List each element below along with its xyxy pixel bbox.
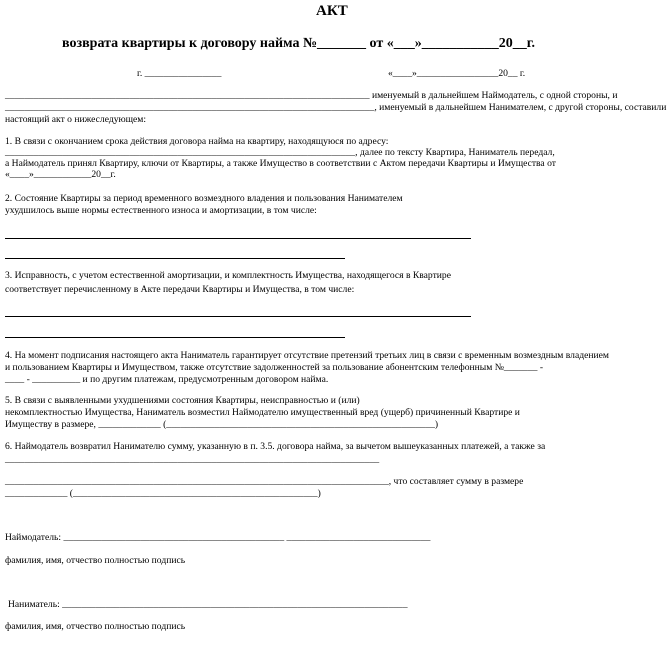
tenant-signature-line: Наниматель: ________________________________________________________________________ xyxy=(8,599,408,610)
section-5-line-1: 5. В связи с выявленными ухудшениями состояния Квартиры, неисправностью и (или) xyxy=(5,395,360,406)
section-1-line-1: 1. В связи с окончанием срока действия договора найма на квартиру, находящуюся по адресу: xyxy=(5,136,389,147)
section-3-blank-line-2 xyxy=(5,337,345,338)
section-5-line-2: некомплектностью Имущества, Наниматель возместил Наймодателю имущественный вред (ущерб) причиненный Квартире и xyxy=(5,407,520,418)
section-4-line-2: и пользованием Квартиры и Имуществом, также отсутствие задолженностей за пользование абонентским телефонным №_______ - xyxy=(5,362,544,373)
section-4-line-3: ____ - __________ и по другим платежам, предусмотренным договором найма. xyxy=(5,374,329,385)
section-6-line-3: ________________________________________________________________________________, что составляет сумму в размере xyxy=(5,476,524,487)
parties-line-3: настоящий акт о нижеследующем: xyxy=(5,114,147,125)
date-field: «____»_________________20__ г. xyxy=(388,68,526,79)
city-field: г. ________________ xyxy=(137,68,222,79)
parties-line-1: ____________________________________________________________________________ именуемый в дальнейшем Наймодатель, с одной стороны, и xyxy=(5,90,618,101)
section-6-line-2: ______________________________________________________________________________ xyxy=(5,454,380,465)
section-3-blank-line-1 xyxy=(5,316,471,317)
section-1-line-4: «____»____________20__г. xyxy=(5,169,116,180)
section-1-line-3: а Наймодатель принял Квартиру, ключи от Квартиры, а также Имущество в соответствии с Актом передачи Квартиры и Имущества от xyxy=(5,158,556,169)
section-3-line-1: 3. Исправность, с учетом естественной амортизации, и комплектность Имущества, находящегося в Квартире xyxy=(5,270,451,281)
section-6-line-1: 6. Наймодатель возвратил Нанимателю сумму, указанную в п. 3.5. договора найма, за вычетом вышеуказанных платежей, а также за xyxy=(5,441,546,452)
section-2-blank-line-1 xyxy=(5,238,471,239)
section-2-line-1: 2. Состояние Квартиры за период временного возмездного владения и пользования Нанимателем xyxy=(5,193,403,204)
section-2-line-2: ухудшилось выше нормы естественного износа и амортизации, в том числе: xyxy=(5,205,317,216)
section-4-line-1: 4. На момент подписания настоящего акта Наниматель гарантирует отсутствие претензий третьих лиц в связи с временным возмездным владением xyxy=(5,350,609,361)
section-5-line-3: Имуществу в размере, _____________ (________________________________________________________) xyxy=(5,419,439,430)
landlord-signature-line: Наймодатель: ______________________________________________ ______________________________ xyxy=(5,532,431,543)
document-subtitle: возврата квартиры к договору найма №_______ от «___»___________20__г. xyxy=(62,36,535,51)
section-2-blank-line-2 xyxy=(5,258,345,259)
tenant-signature-caption: фамилия, имя, отчество полностью подпись xyxy=(5,621,186,632)
document-title: АКТ xyxy=(316,3,348,19)
section-6-line-4: _____________ (___________________________________________________) xyxy=(5,488,321,499)
parties-line-2: _____________________________________________________________________________, именуемый в дальнейшем Нанимателем, с другой стороны, составили xyxy=(5,102,667,113)
section-1-line-2: _________________________________________________________________________, далее по тексту Квартира, Наниматель передал, xyxy=(5,147,555,158)
landlord-signature-caption: фамилия, имя, отчество полностью подпись xyxy=(5,555,186,566)
section-3-line-2: соответствует перечисленному в Акте передачи Квартиры и Имущества, в том числе: xyxy=(5,284,355,295)
